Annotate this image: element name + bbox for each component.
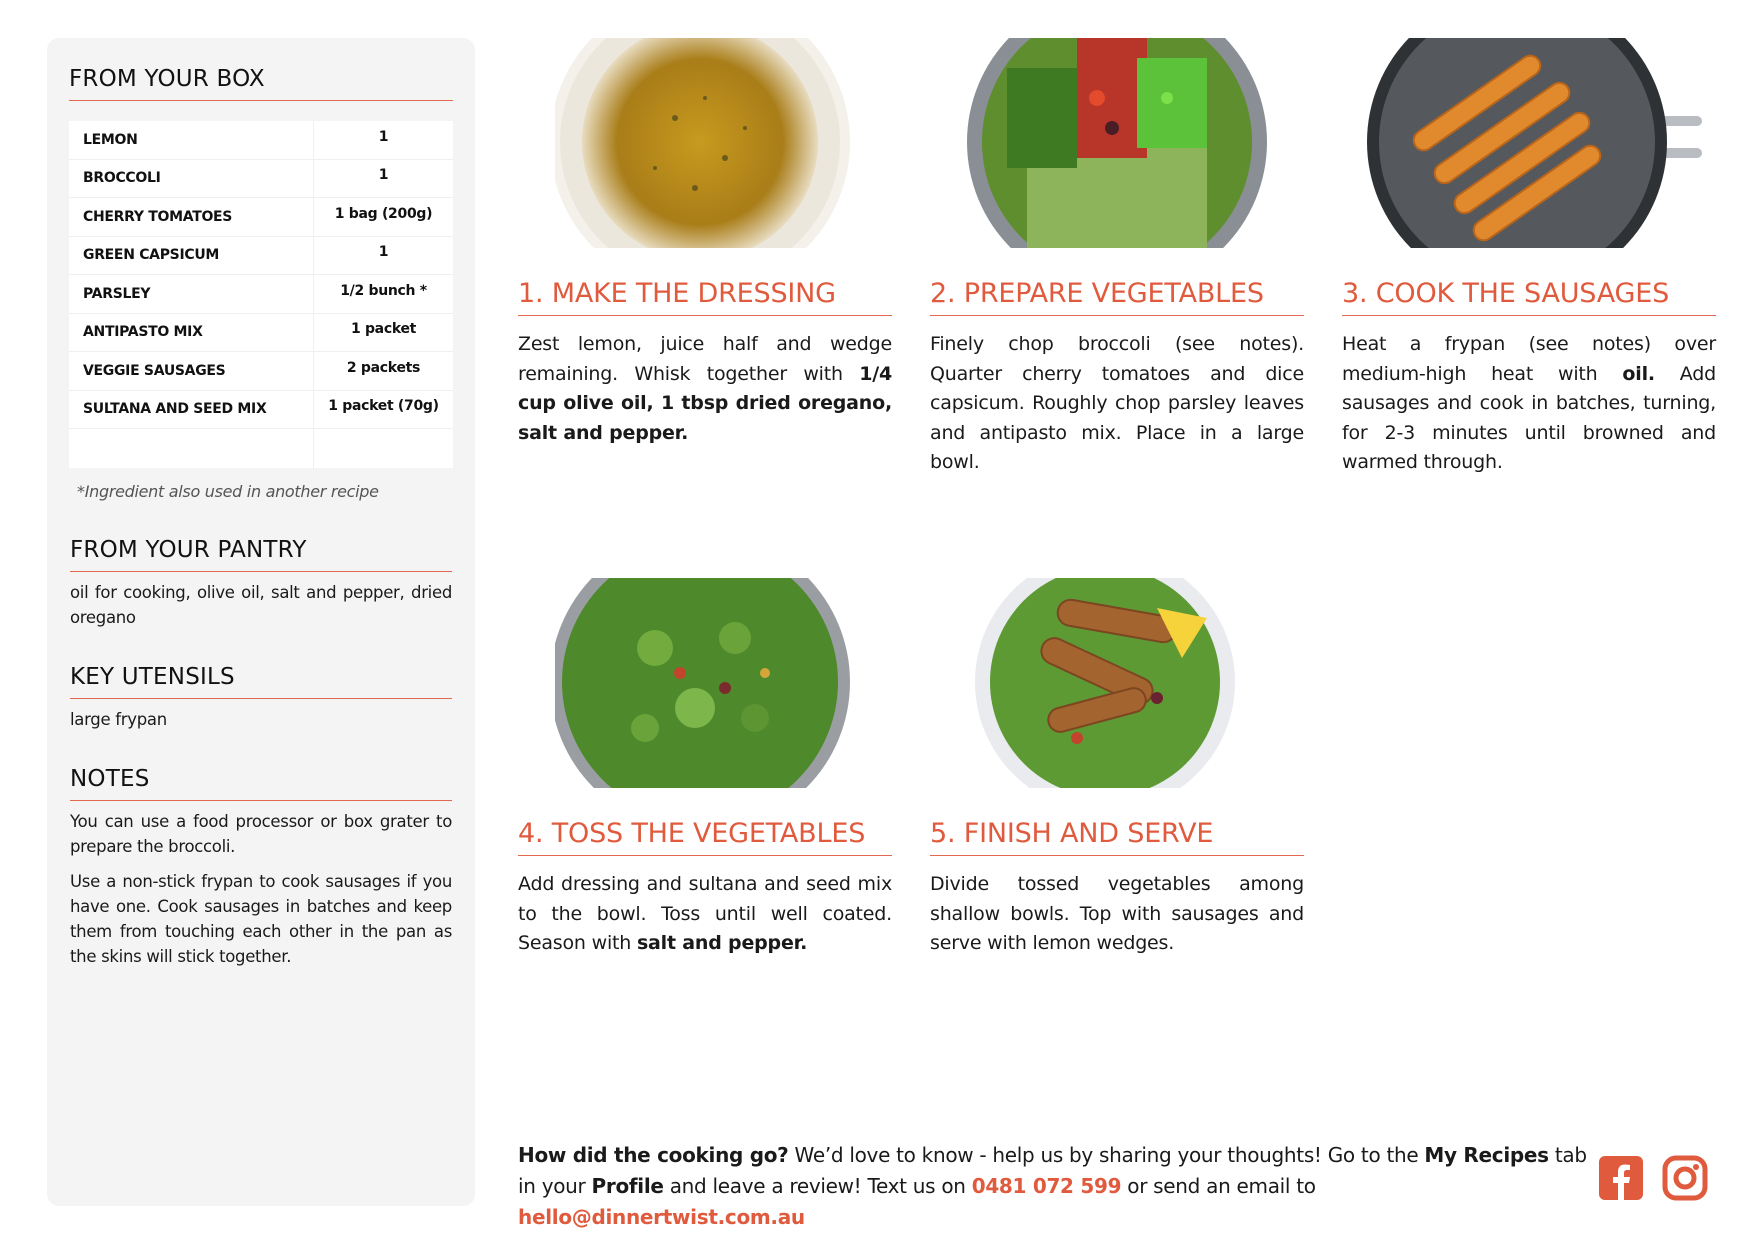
- table-row: [69, 352, 453, 391]
- step-3: [1342, 38, 1716, 478]
- step-text: Zest lemon, juice half and wedge remaining. Whisk together with 1/4 cup olive oil, 1 tbsp dried oregano, salt and pepper.: [518, 333, 892, 444]
- pantry-text: oil for cooking, olive oil, salt and pepper, dried oregano: [70, 582, 452, 627]
- ingredients-sidebar: [47, 38, 475, 1206]
- ingredient-qty: 1/2 bunch *: [340, 282, 427, 299]
- step-title: 5. FINISH AND SERVE: [930, 818, 1304, 856]
- dressing-bowl-image: [518, 38, 892, 248]
- notes-section: [69, 766, 453, 969]
- instagram-icon[interactable]: [1662, 1155, 1708, 1201]
- step-title: 1. MAKE THE DRESSING: [518, 278, 892, 316]
- ingredient-qty: 1: [378, 128, 389, 145]
- utensils-section: [69, 664, 453, 732]
- step-text: Add dressing and sultana and seed mix to the bowl. Toss until well coated. Season with salt and pepper.: [518, 873, 892, 954]
- sausages-frypan-image: [1342, 38, 1716, 248]
- ingredient-name: BROCCOLI: [69, 160, 314, 198]
- step-text: Divide tossed vegetables among shallow bowls. Top with sausages and serve with lemon wedges.: [930, 873, 1304, 954]
- ingredient-qty: 1: [378, 244, 389, 261]
- ingredient-name: SULTANA AND SEED MIX: [69, 391, 314, 429]
- footer-text: and leave a review! Text us on: [663, 1174, 972, 1198]
- ingredient-qty: 1: [378, 167, 389, 184]
- step-text: Finely chop broccoli (see notes). Quarter cherry tomatoes and dice capsicum. Roughly chop parsley leaves and antipasto mix. Place in a large bowl.: [930, 333, 1304, 473]
- notes-paragraph: Use a non-stick frypan to cook sausages if you have one. Cook sausages in batches and keep them from touching each other in the pan as the skins will stick together.: [70, 871, 452, 966]
- feedback-footer: [518, 1140, 1588, 1233]
- table-row: [69, 275, 453, 314]
- step-4: [518, 578, 892, 959]
- ingredient-name: ANTIPASTO MIX: [69, 314, 314, 352]
- my-recipes-label: My Recipes: [1424, 1143, 1549, 1167]
- ingredients-table: [69, 121, 453, 468]
- pantry-title: FROM YOUR PANTRY: [70, 537, 452, 572]
- step-title: 4. TOSS THE VEGETABLES: [518, 818, 892, 856]
- email-link[interactable]: hello@dinnertwist.com.au: [518, 1205, 805, 1229]
- table-row: [69, 391, 453, 430]
- facebook-icon[interactable]: [1598, 1155, 1644, 1201]
- footer-text: We’d love to know - help us by sharing your thoughts! Go to the: [788, 1143, 1425, 1167]
- table-row: [69, 198, 453, 237]
- phone-link[interactable]: 0481 072 599: [971, 1174, 1122, 1198]
- step-title: 3. COOK THE SAUSAGES: [1342, 278, 1716, 316]
- ingredient-qty: 1 packet (70g): [328, 398, 439, 415]
- ingredient-name: GREEN CAPSICUM: [69, 237, 314, 275]
- feedback-question: How did the cooking go?: [518, 1143, 789, 1167]
- notes-paragraph: You can use a food processor or box grater to prepare the broccoli.: [70, 811, 452, 856]
- step-text: Heat a frypan (see notes) over medium-high heat with oil. Add sausages and cook in batches, turning, for 2-3 minutes until browned and warmed through.: [1342, 333, 1716, 473]
- step-title: 2. PREPARE VEGETABLES: [930, 278, 1304, 316]
- ingredient-name: CHERRY TOMATOES: [69, 198, 314, 236]
- profile-label: Profile: [591, 1174, 664, 1198]
- pantry-section: [69, 537, 453, 630]
- ingredient-qty: 1 bag (200g): [334, 205, 433, 222]
- ingredient-qty: 1 packet: [350, 321, 417, 338]
- finished-dish-image: [930, 578, 1304, 788]
- chopped-vegetables-image: [930, 38, 1304, 248]
- ingredient-qty: 2 packets: [346, 359, 421, 376]
- table-row: [69, 429, 453, 468]
- table-row: [69, 237, 453, 276]
- ingredient-name: PARSLEY: [69, 275, 314, 313]
- box-title: FROM YOUR BOX: [69, 66, 453, 101]
- step-5: [930, 578, 1304, 959]
- notes-title: NOTES: [70, 766, 452, 801]
- ingredient-name: [69, 429, 314, 468]
- table-row: [69, 121, 453, 160]
- table-row: [69, 160, 453, 199]
- step-2: [930, 38, 1304, 478]
- ingredient-name: LEMON: [69, 121, 314, 159]
- ingredient-name: VEGGIE SAUSAGES: [69, 352, 314, 390]
- utensils-text: large frypan: [70, 709, 167, 729]
- ingredient-qty: [314, 445, 453, 451]
- tossed-vegetables-image: [518, 578, 892, 788]
- step-1: [518, 38, 892, 448]
- footer-text: or send an email to: [1121, 1174, 1316, 1198]
- ingredient-footnote: *Ingredient also used in another recipe: [77, 481, 379, 501]
- utensils-title: KEY UTENSILS: [70, 664, 452, 699]
- footer-text: tab in your: [518, 1143, 1587, 1198]
- table-row: [69, 314, 453, 353]
